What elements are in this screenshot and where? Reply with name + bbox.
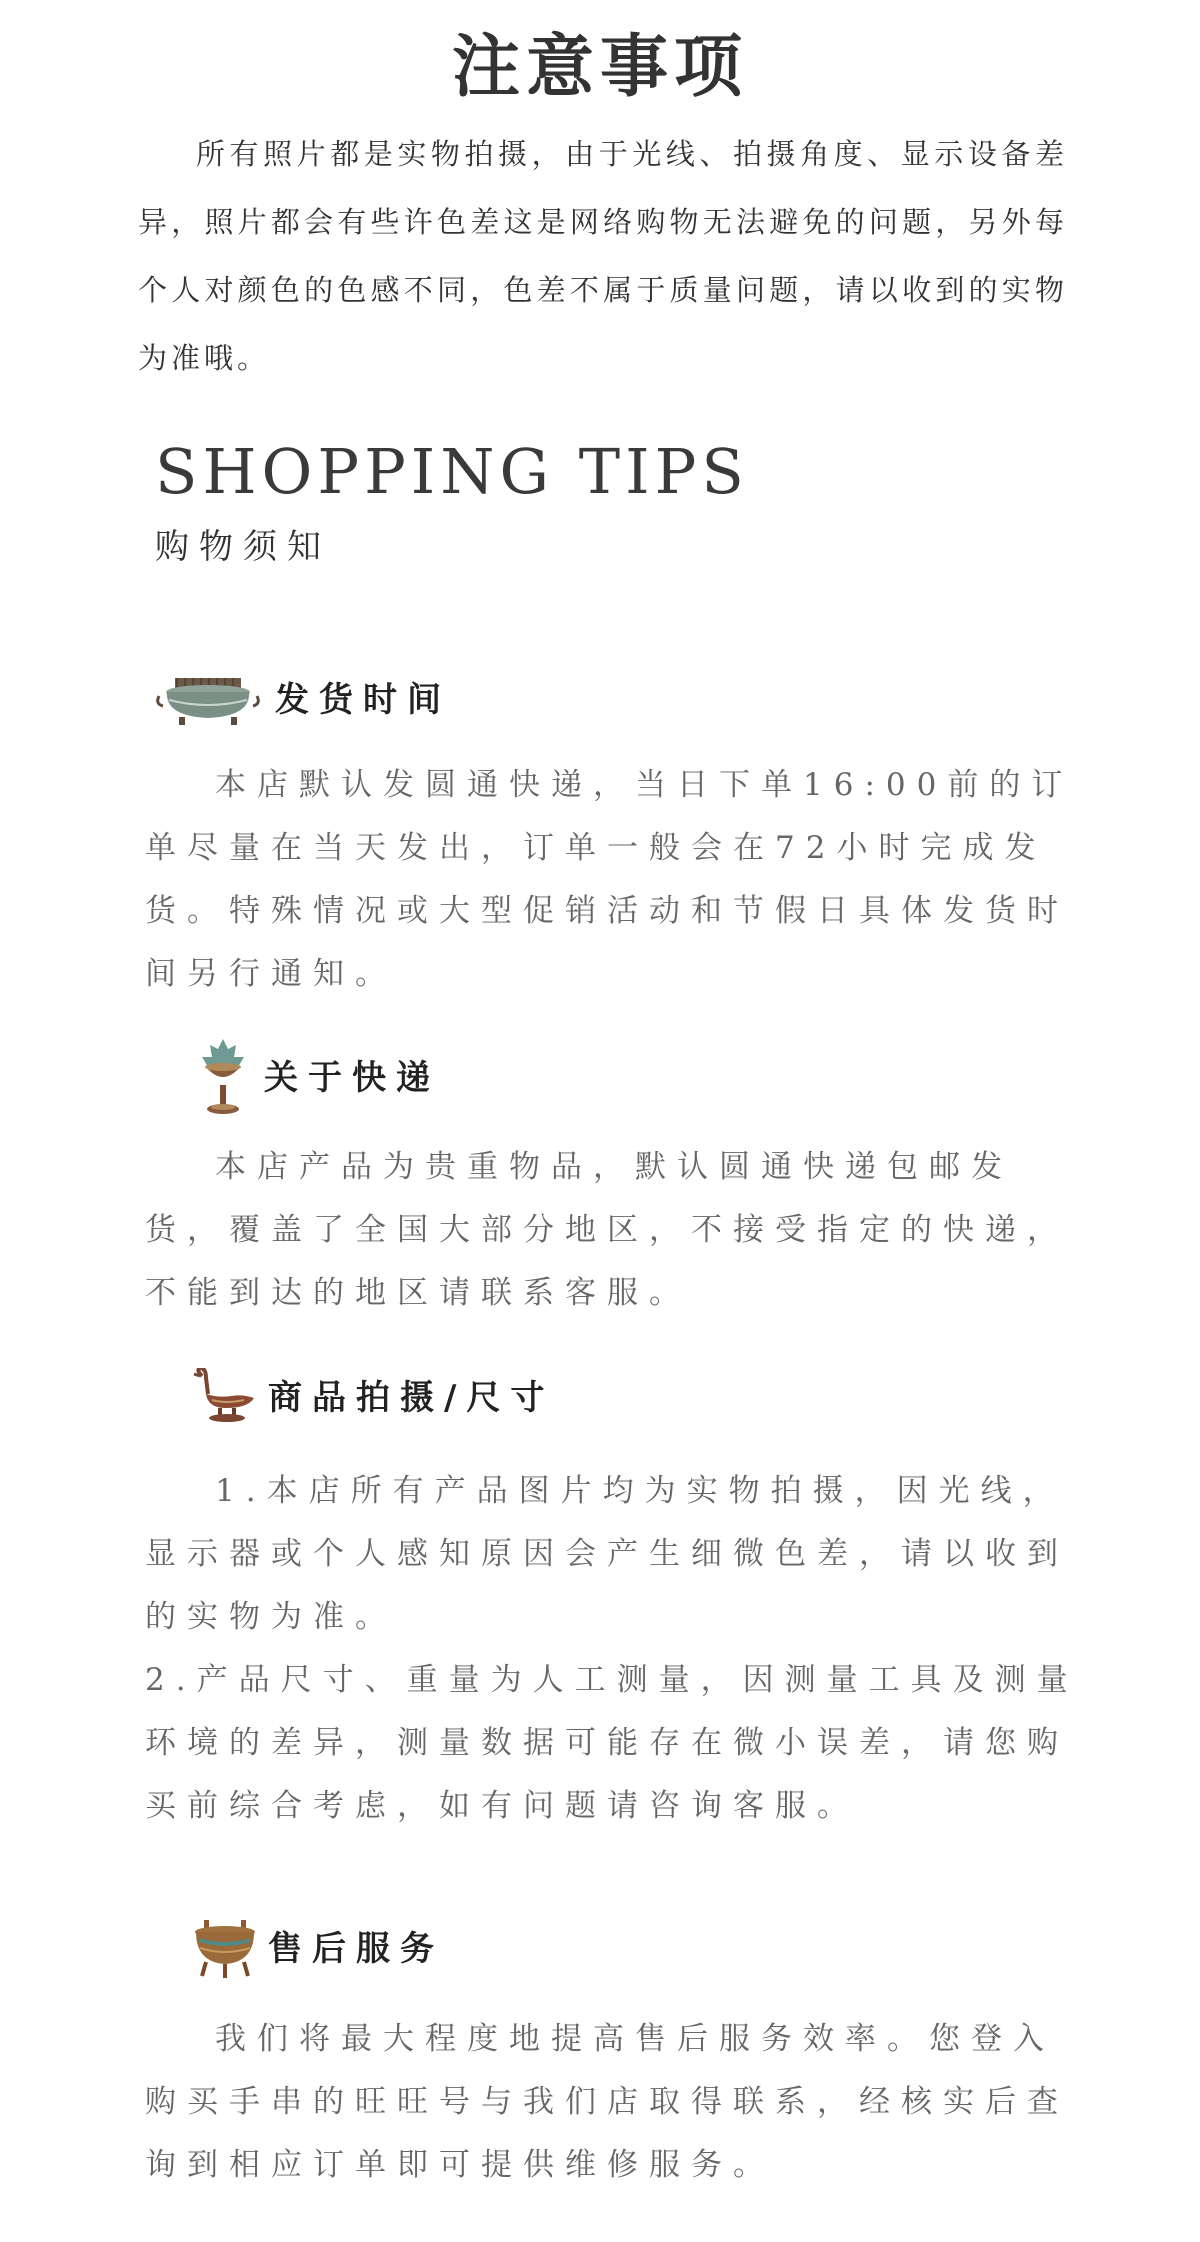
- section-shipping-time-body: [145, 754, 1085, 1006]
- section-shipping-time-heading: [155, 672, 451, 728]
- notice-text: 所有照片都是实物拍摄，由于光线、拍摄角度、显示设备差异，照片都会有些许色差这是网络购物无法避免的问题，另外每个人对颜色的色感不同，色差不属于质量问题，请以收到的实物为准哦。: [138, 137, 1068, 375]
- page-title: 注意事项: [451, 27, 748, 107]
- section-paragraph: 2.产品尺寸、重量为人工测量，因测量工具及测量环境的差异，测量数据可能存在微小误差，请您购买前综合考虑，如有问题请咨询客服。: [145, 1662, 1079, 1824]
- section-after-sales-body: [145, 2008, 1085, 2197]
- section-after-sales-heading: [192, 1918, 444, 1980]
- section-title: 关于快递: [264, 1058, 440, 1098]
- shopping-tips-subheading: 购物须知: [155, 527, 331, 567]
- section-photo-size-heading: [192, 1368, 554, 1428]
- section-title: 发货时间: [275, 680, 451, 720]
- section-paragraph: 本店默认发圆通快递，当日下单16:00前的订单尽量在当天发出，订单一般会在72小时完成发货。特殊情况或大型促销活动和节假日具体发货时间另行通知。: [145, 767, 1074, 992]
- incense-burner-icon: [192, 1035, 254, 1121]
- bird-vessel-icon: [192, 1368, 258, 1428]
- section-photo-size-body: [145, 1460, 1085, 1838]
- tripod-cauldron-icon: [192, 1918, 258, 1980]
- shopping-tips-heading: SHOPPING TIPS: [155, 435, 749, 508]
- section-title: 商品拍摄/尺寸: [268, 1378, 555, 1418]
- section-paragraph: 本店产品为贵重物品，默认圆通快递包邮发货，覆盖了全国大部分地区，不接受指定的快递，不能到达的地区请联系客服。: [145, 1149, 1069, 1311]
- section-courier-heading: [192, 1035, 440, 1121]
- section-paragraph: 我们将最大程度地提高售后服务效率。您登入购买手串的旺旺号与我们店取得联系，经核实后查询到相应订单即可提供维修服务。: [145, 2021, 1069, 2183]
- section-title: 售后服务: [268, 1929, 444, 1969]
- section-paragraph: 1.本店所有产品图片均为实物拍摄，因光线，显示器或个人感知原因会产生细微色差，请以收到的实物为准。: [145, 1473, 1069, 1635]
- section-courier-body: [145, 1136, 1085, 1325]
- bronze-censer-icon: [155, 672, 265, 728]
